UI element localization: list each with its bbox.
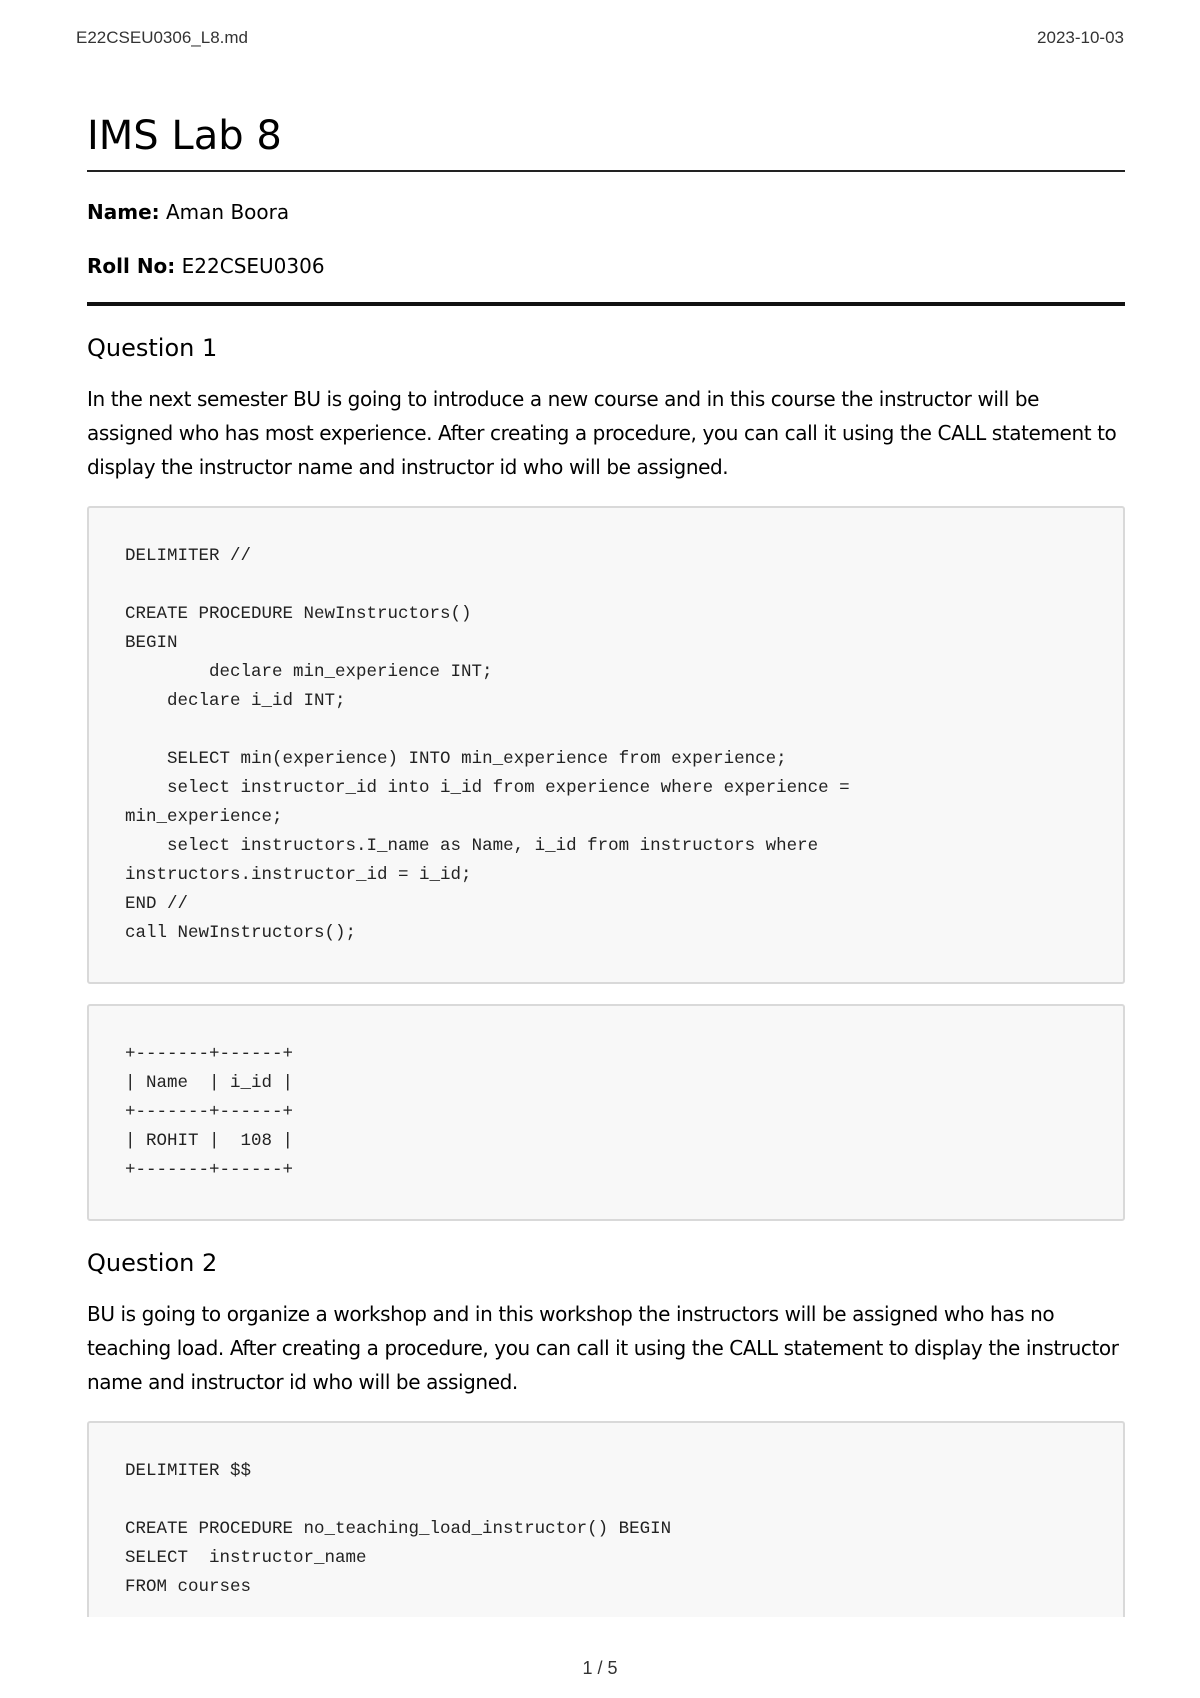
question-2-heading: Question 2: [87, 1249, 218, 1277]
question-2-code-block: [87, 1421, 1125, 1617]
page-title: IMS Lab 8: [87, 110, 1125, 172]
question-1-text: In the next semester BU is going to introduce a new course and in this course the instructor will be assigned who has most experience. After creating a procedure, you can call it using the CALL statement to display the instructor name and instructor id who will be assigned.: [87, 387, 1117, 479]
name-label: Name:: [87, 200, 160, 224]
print-date: 2023-10-03: [1037, 28, 1124, 47]
document-body: [87, 110, 1125, 1617]
roll-label: Roll No:: [87, 254, 176, 278]
question-1-code-block: [87, 506, 1125, 984]
question-1-output: +-------+------+ | Name | i_id | +-------+------+ | ROHIT | 108 | +-------+------+: [125, 1044, 294, 1180]
page-number: 1 / 5: [582, 1658, 618, 1678]
question-2-code: DELIMITER $$ CREATE PROCEDURE no_teaching_load_instructor() BEGIN SELECT instructor_name FROM courses: [125, 1461, 672, 1597]
question-1-output-block: [87, 1004, 1125, 1221]
question-2-text: BU is going to organize a workshop and in this workshop the instructors will be assigned who has no teaching load. After creating a procedure, you can call it using the CALL statement to display the instructor name and instructor id who will be assigned.: [87, 1302, 1119, 1394]
question-1-heading: Question 1: [87, 334, 218, 362]
student-name: [87, 200, 1125, 224]
name-value: Aman Boora: [159, 200, 290, 224]
page-header: [76, 28, 1124, 52]
question-1-code: DELIMITER // CREATE PROCEDURE NewInstructors() BEGIN declare min_experience INT; declare i_id INT; SELECT min(experience) INTO min_experience from experience; select instructor_id into i_id from experience where experience = min_experience; select instructors.I_name as Name, i_id from instructors where instructors.instructor_id = i_id; END // call NewInstructors();: [125, 546, 850, 943]
file-name: E22CSEU0306_L8.md: [76, 28, 249, 47]
roll-value: E22CSEU0306: [175, 254, 325, 278]
section-divider: [87, 302, 1125, 306]
student-roll: [87, 254, 1125, 278]
